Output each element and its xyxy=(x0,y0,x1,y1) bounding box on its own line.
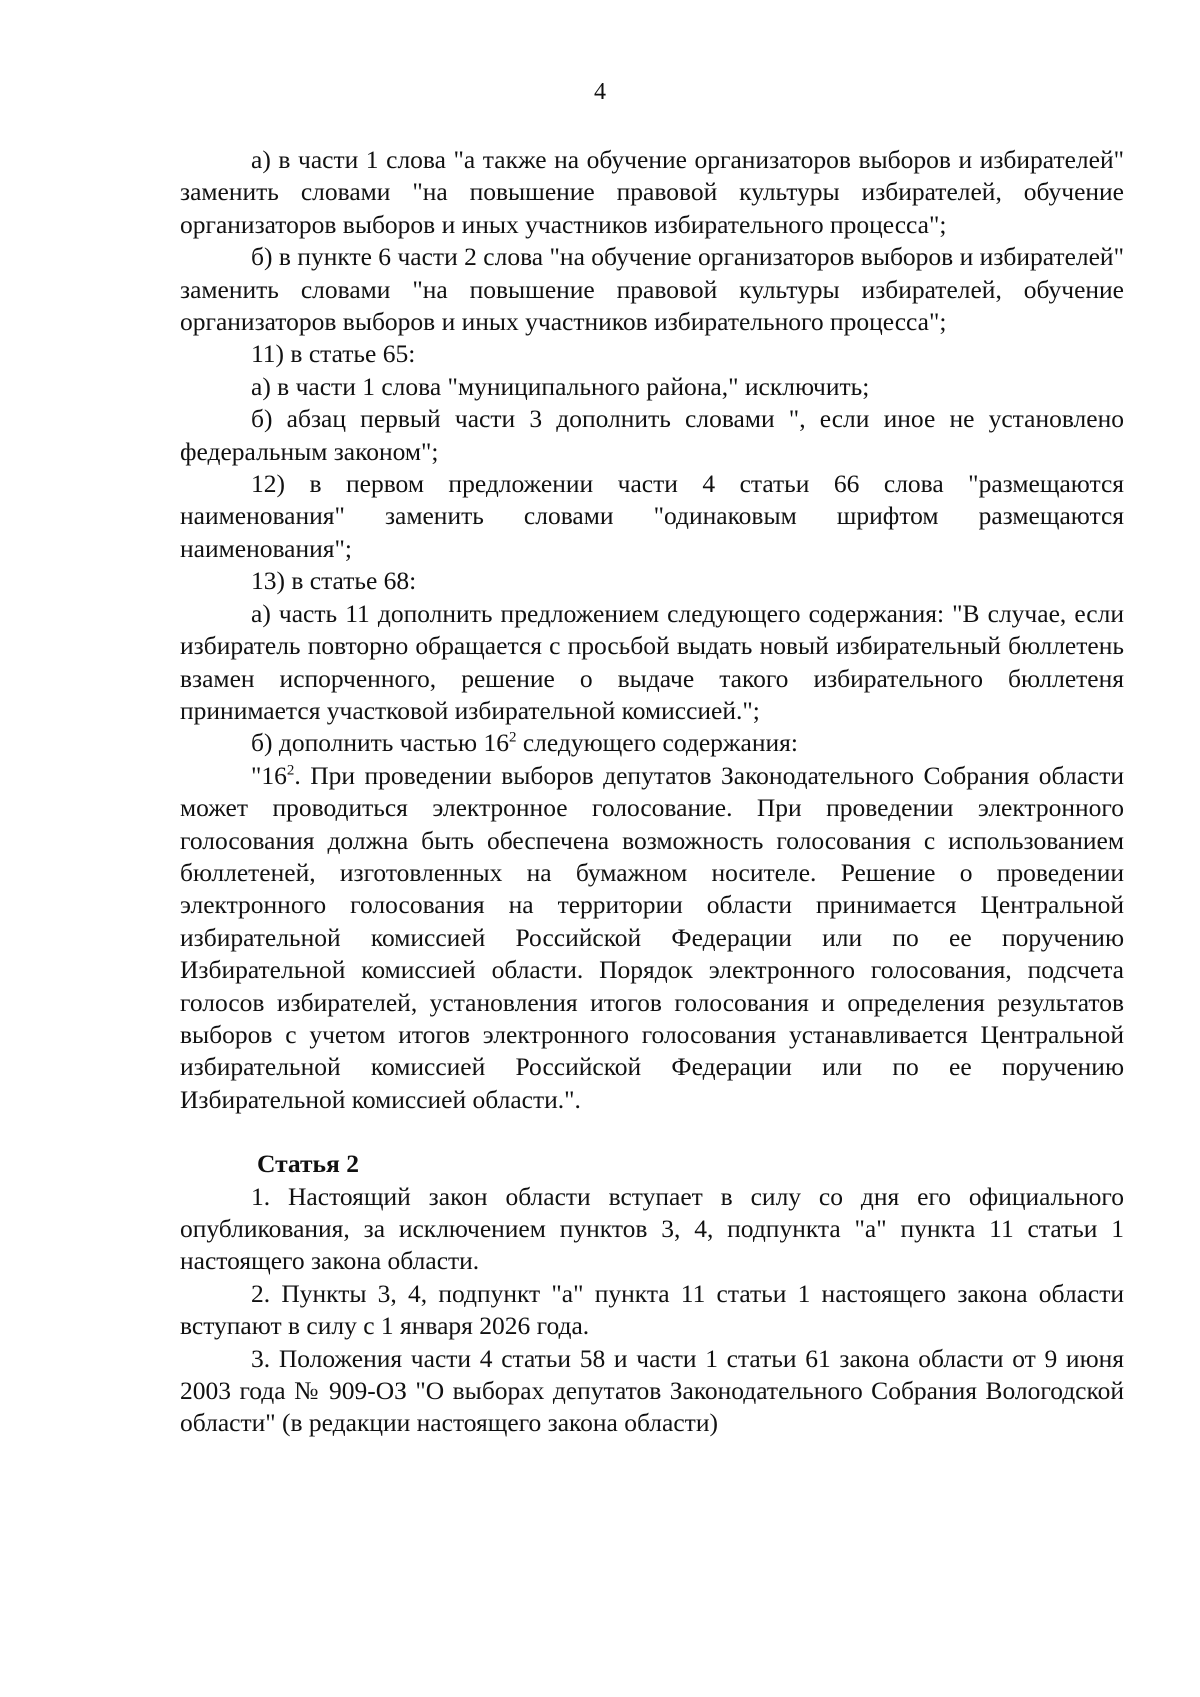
paragraph: 13) в статье 68: xyxy=(251,566,417,596)
paragraph-part-16-intro xyxy=(180,727,1124,759)
text-run: следующего содержания: xyxy=(516,728,798,758)
paragraph: а) в части 1 слова "а также на обучение организаторов выборов и избирателей" заменить словами "на повышение правовой культуры избирателей, обучение организаторов выборов и иных участников избирательного процесса"; xyxy=(180,145,1124,239)
superscript: 2 xyxy=(286,762,295,779)
paragraph: 3. Положения части 4 статьи 58 и части 1 статьи 61 закона области от 9 июня 2003 года № 909-ОЗ "О выборах депутатов Законодательного Собрания Вологодской области" (в редакции настоящего закона области) xyxy=(180,1343,1124,1438)
page-number: 4 xyxy=(594,79,606,105)
paragraph: б) в пункте 6 части 2 слова "на обучение организаторов выборов и избирателей" заменить словами "на повышение правовой культуры избирателей, обучение организаторов выборов и иных участников избирательного процесса"; xyxy=(180,242,1124,337)
paragraph: 1. Настоящий закон области вступает в силу со дня его официального опубликования, за исключением пунктов 3, 4, подпункта "а" пункта 11 статьи 1 настоящего закона области. xyxy=(180,1181,1124,1276)
document-body xyxy=(180,144,1124,1440)
paragraph: а) часть 11 дополнить предложением следующего содержания: "В случае, если избиратель повторно обращается с просьбой выдать новый избирательный бюллетень взамен испорченного, решение о выдаче такого избирательного бюллетеня принимается участковой избирательной комиссией."; xyxy=(180,598,1124,725)
paragraph: б) абзац первый части 3 дополнить словами ", если иное не установлено федеральным законом"; xyxy=(180,404,1124,466)
paragraph: 11) в статье 65: xyxy=(251,339,416,369)
article-2-heading: Статья 2 xyxy=(257,1149,359,1179)
paragraph-part-16-text xyxy=(180,760,1124,1116)
paragraph: 12) в первом предложении части 4 статьи 66 слова "размещаются наименования" заменить словами "одинаковым шрифтом размещаются наименования"; xyxy=(180,469,1124,563)
superscript: 2 xyxy=(508,729,517,746)
text-run: б) дополнить частью 16 xyxy=(251,728,509,758)
paragraph: 2. Пункты 3, 4, подпункт "а" пункта 11 статьи 1 настоящего закона области вступают в силу с 1 января 2026 года. xyxy=(180,1278,1124,1341)
paragraph: а) в части 1 слова "муниципального района," исключить; xyxy=(251,371,870,401)
text-run: . При проведении выборов депутатов Законодательного Собрания области может проводиться электронное голосование. При проведении электронного голосования должна быть обеспечена возможность голосования с использованием бюллетеней, изготовленных на бумажном носителе. Решение о проведении электронного голосования на территории области принимается Центральной избирательной комиссией Российской Федерации или по ее поручению Избирательной комиссией области. Порядок электронного голосования, подсчета голосов избирателей, установления итогов голосования и определения результатов выборов с учетом итогов электронного голосования устанавливается Центральной избирательной комиссией Российской Федерации или по ее поручению Избирательной комиссией области.". xyxy=(180,760,1124,1114)
text-run: "16 xyxy=(251,760,287,790)
